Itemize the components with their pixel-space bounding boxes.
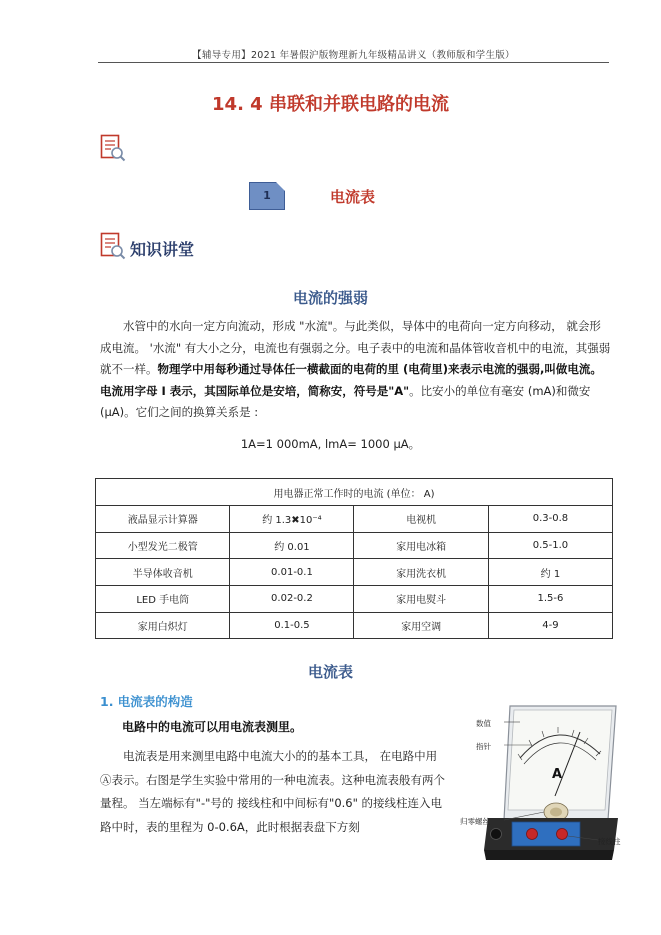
paragraph-text: 。比安小的单位有毫安 (mA)和微安 (μA)。它们之间的换算关系是 : xyxy=(100,383,591,419)
table-cell: 家用空调 xyxy=(354,612,488,639)
notebook-magnifier-icon xyxy=(100,134,126,162)
table-cell: 约 0.01 xyxy=(230,532,354,559)
table-row xyxy=(96,612,613,639)
table-cell: 0.3-0.8 xyxy=(488,506,612,533)
paragraph-text: 水管中的水向一定方向流动，形成 "水流"。与此类似，导体中的电荷向一定方向移动， 就会形成电流。 '水流" 有大小之分，电流也有强弱之分。电子表中的电流和晶体管收音机中的电流，其强弱就不一样。 xyxy=(100,319,611,376)
section-number: 1 xyxy=(263,189,271,202)
section-title: 电流表 xyxy=(330,188,376,206)
running-header: 【辅导专用】2021 年暑假沪版物理新九年级精品讲义（教师版和学生版） xyxy=(192,50,515,61)
table-row xyxy=(96,532,613,559)
table-cell: 家用电冰箱 xyxy=(354,532,488,559)
subheading-current-strength: 电流的强弱 xyxy=(292,289,368,307)
table-cell: 约 1.3✖10⁻⁴ xyxy=(230,506,354,533)
unit-conversion-formula: 1A=1 000mA, lmA= 1000 μA。 xyxy=(240,437,421,451)
paragraph-text: 电流表是用来测里电路中电流大小的的基本工具， 在电路中用Ⓐ表示。右图是学生实验中常用的一种电流表。这种电流表般有两个量程。 当左端标有"-"号的 接线柱和中间标有"0.6" 的接线柱连入电路中时，表的里程为 0-0.6A，此时根据表盘下方刻 xyxy=(100,749,445,834)
current-table xyxy=(95,478,613,639)
notebook-magnifier-icon xyxy=(100,232,126,260)
label-value: 数值 xyxy=(476,719,491,728)
table-cell: 液晶显示计算器 xyxy=(96,506,230,533)
paragraph-ammeter xyxy=(100,745,445,839)
table-cell: 家用洗衣机 xyxy=(354,559,488,586)
table-cell: 半导体收音机 xyxy=(96,559,230,586)
paragraph-current xyxy=(100,316,611,424)
table-row xyxy=(96,559,613,586)
bold-statement: 电路中的电流可以用电流表测里。 xyxy=(122,720,303,734)
paragraph-bold-definition: 物理学中用每秒通过导体任一横截面的电荷的里 (电荷里)来表示电流的强弱,叫做电流。 电流用字母 I 表示，其国际单位是安培，简称安，符号是"A" xyxy=(100,362,602,398)
table-caption: 用电器正常工作时的电流 (单位： A) xyxy=(96,479,613,506)
table-cell: 0.01-0.1 xyxy=(230,559,354,586)
header-rule xyxy=(98,62,609,63)
table-cell: 0.1-0.5 xyxy=(230,612,354,639)
table-cell: 1.5-6 xyxy=(488,586,612,613)
page-title: 14. 4 串联和并联电路的电流 xyxy=(212,94,449,115)
subheading-ammeter: 电流表 xyxy=(307,663,353,681)
table-cell: 约 1 xyxy=(488,559,612,586)
table-cell: 小型发光二极管 xyxy=(96,532,230,559)
table-cell: 0.02-0.2 xyxy=(230,586,354,613)
subsection-title: 1. 电流表的构造 xyxy=(100,694,193,709)
label-terminal: 接线柱 xyxy=(598,837,621,846)
dial-letter: A xyxy=(552,767,563,782)
table-row xyxy=(96,586,613,613)
table-cell: 电视机 xyxy=(354,506,488,533)
table-row xyxy=(96,506,613,533)
ammeter-figure xyxy=(458,700,620,878)
label-pointer: 指针 xyxy=(476,742,491,751)
table-caption-row xyxy=(96,479,613,506)
table-cell: 家用白炽灯 xyxy=(96,612,230,639)
label-zero-knob: 归零螺丝 xyxy=(460,817,490,826)
table-cell: 4-9 xyxy=(488,612,612,639)
table-cell: LED 手电筒 xyxy=(96,586,230,613)
section-number-badge xyxy=(249,182,285,210)
table-cell: 家用电熨斗 xyxy=(354,586,488,613)
table-cell: 0.5-1.0 xyxy=(488,532,612,559)
knowledge-label: 知识讲堂 xyxy=(130,240,195,259)
